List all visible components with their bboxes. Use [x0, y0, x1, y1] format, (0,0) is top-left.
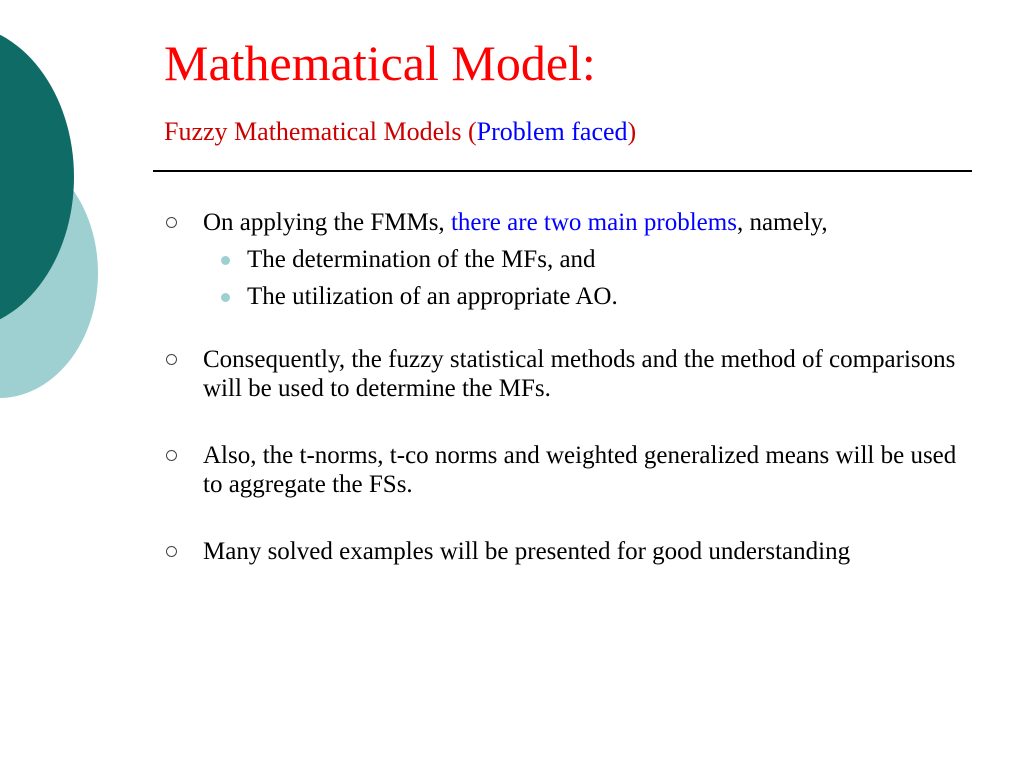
bullet-text: Many solved examples will be presented for good understanding — [203, 538, 851, 565]
subtitle-highlight: Problem faced — [476, 117, 628, 146]
bullet-text-prefix: On applying the FMMs, — [203, 209, 451, 236]
sub-bullet-list — [203, 245, 970, 311]
hollow-circle-bullet-icon — [166, 354, 177, 365]
subtitle-prefix: Fuzzy Mathematical Models ( — [164, 117, 477, 146]
bullet-item — [160, 537, 970, 566]
bullet-text: Consequently, the fuzzy statistical methods and the method of comparisons will be used to determine the MFs. — [203, 346, 956, 402]
slide-subtitle — [164, 118, 636, 147]
hollow-circle-bullet-icon — [166, 217, 177, 228]
sub-bullet-item — [203, 282, 970, 311]
sub-bullet-text: The utilization of an appropriate AO. — [247, 283, 618, 310]
bullet-item — [160, 441, 970, 499]
bullet-text-suffix: , namely, — [736, 209, 828, 236]
hollow-circle-bullet-icon — [166, 450, 177, 461]
bullet-text-highlight: there are two main problems — [450, 209, 737, 236]
hollow-circle-bullet-icon — [166, 546, 177, 557]
sub-bullet-item — [203, 245, 970, 274]
bullet-item — [160, 208, 970, 311]
bullet-item — [160, 345, 970, 403]
filled-dot-bullet-icon — [221, 256, 230, 265]
subtitle-suffix: ) — [627, 117, 637, 146]
bullet-list — [160, 208, 970, 604]
sub-bullet-text: The determination of the MFs, and — [247, 246, 596, 273]
bullet-text: Also, the t-norms, t-co norms and weighted generalized means will be used to aggregate the FSs. — [203, 442, 957, 498]
filled-dot-bullet-icon — [221, 293, 230, 302]
title-divider — [153, 170, 972, 172]
slide-title: Mathematical Model: — [164, 35, 596, 91]
